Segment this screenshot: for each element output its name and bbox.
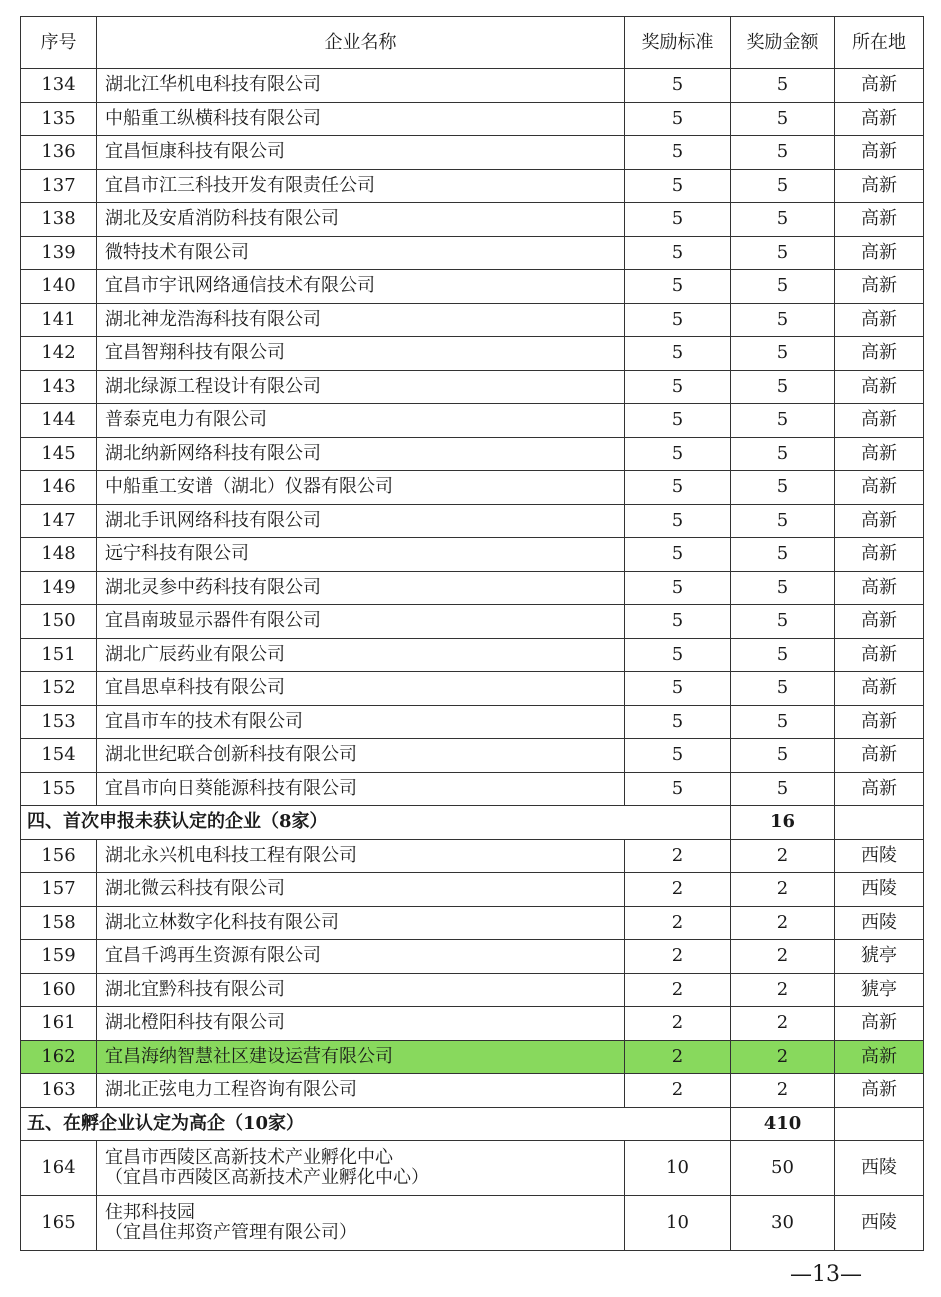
row-location: 高新 [835,1007,924,1041]
row-name-line1: 宜昌市西陵区高新技术产业孵化中心 [105,1147,393,1168]
row-standard: 5 [625,370,731,404]
row-amount: 5 [731,538,835,572]
row-standard: 5 [625,638,731,672]
row-name [97,1196,625,1251]
page-number: —13— [790,1262,862,1287]
row-amount: 5 [731,169,835,203]
row-amount: 2 [731,873,835,907]
row-location: 高新 [835,236,924,270]
table-row [21,973,924,1007]
row-standard: 2 [625,1007,731,1041]
row-no: 145 [21,437,97,471]
row-no: 137 [21,169,97,203]
row-amount: 5 [731,437,835,471]
row-location: 高新 [835,705,924,739]
row-standard: 5 [625,739,731,773]
section-empty [835,1107,924,1141]
row-name: 中船重工纵横科技有限公司 [97,102,625,136]
row-location: 西陵 [835,873,924,907]
row-amount: 2 [731,973,835,1007]
section-title: 四、首次申报未获认定的企业（8家） [21,806,731,840]
row-no: 159 [21,940,97,974]
header-standard: 奖励标准 [625,17,731,69]
row-amount: 5 [731,638,835,672]
row-name: 宜昌市车的技术有限公司 [97,705,625,739]
row-no: 151 [21,638,97,672]
table-row [21,739,924,773]
row-standard: 5 [625,69,731,103]
row-no: 164 [21,1141,97,1196]
row-location: 高新 [835,504,924,538]
row-standard: 2 [625,940,731,974]
row-location: 西陵 [835,1196,924,1251]
row-standard: 10 [625,1196,731,1251]
table-row [21,906,924,940]
row-amount: 30 [731,1196,835,1251]
row-standard: 5 [625,270,731,304]
row-no: 139 [21,236,97,270]
row-location: 高新 [835,471,924,505]
row-name: 湖北永兴机电科技工程有限公司 [97,839,625,873]
row-name: 湖北神龙浩海科技有限公司 [97,303,625,337]
row-standard: 10 [625,1141,731,1196]
table-row [21,772,924,806]
row-amount: 5 [731,772,835,806]
row-standard: 5 [625,203,731,237]
row-no: 149 [21,571,97,605]
row-location: 高新 [835,739,924,773]
row-location: 高新 [835,169,924,203]
row-no: 155 [21,772,97,806]
row-no: 161 [21,1007,97,1041]
row-amount: 5 [731,404,835,438]
row-location: 高新 [835,1040,924,1074]
row-location: 高新 [835,270,924,304]
row-standard: 2 [625,873,731,907]
row-location: 高新 [835,203,924,237]
row-amount: 5 [731,69,835,103]
row-no: 143 [21,370,97,404]
table-header-row [21,17,924,69]
row-no: 136 [21,136,97,170]
row-name: 湖北江华机电科技有限公司 [97,69,625,103]
row-name: 湖北世纪联合创新科技有限公司 [97,739,625,773]
row-standard: 5 [625,504,731,538]
row-standard: 5 [625,705,731,739]
row-amount: 5 [731,504,835,538]
row-name-line1: 住邦科技园 [105,1202,195,1223]
row-location: 猇亭 [835,940,924,974]
row-amount: 5 [731,571,835,605]
row-name: 宜昌南玻显示器件有限公司 [97,605,625,639]
row-location: 高新 [835,1074,924,1108]
row-amount: 5 [731,370,835,404]
row-no: 160 [21,973,97,1007]
row-location: 高新 [835,538,924,572]
table-row [21,370,924,404]
row-amount: 2 [731,839,835,873]
row-name: 宜昌恒康科技有限公司 [97,136,625,170]
table-row [21,1040,924,1074]
row-amount: 2 [731,1074,835,1108]
table-row [21,672,924,706]
row-standard: 2 [625,839,731,873]
section-amount: 410 [731,1107,835,1141]
table-row [21,940,924,974]
row-standard: 5 [625,772,731,806]
row-location: 西陵 [835,906,924,940]
table-row [21,337,924,371]
row-standard: 2 [625,1040,731,1074]
section-empty [835,806,924,840]
row-location: 高新 [835,772,924,806]
table-body [21,69,924,1251]
row-no: 158 [21,906,97,940]
section-row [21,1107,924,1141]
table-row [21,1141,924,1196]
row-name: 湖北灵参中药科技有限公司 [97,571,625,605]
section-row [21,806,924,840]
table-row [21,102,924,136]
row-location: 高新 [835,102,924,136]
row-name-line2: （宜昌市西陵区高新技术产业孵化中心） [105,1167,429,1188]
row-amount: 5 [731,337,835,371]
table-row [21,1007,924,1041]
row-location: 高新 [835,370,924,404]
row-name: 湖北广辰药业有限公司 [97,638,625,672]
row-location: 高新 [835,571,924,605]
award-table [20,16,924,1251]
row-no: 154 [21,739,97,773]
row-amount: 5 [731,739,835,773]
row-no: 144 [21,404,97,438]
table-row [21,270,924,304]
row-standard: 5 [625,672,731,706]
table-row [21,236,924,270]
header-no: 序号 [21,17,97,69]
row-name: 普泰克电力有限公司 [97,404,625,438]
row-location: 高新 [835,638,924,672]
row-standard: 5 [625,538,731,572]
row-standard: 2 [625,973,731,1007]
row-no: 165 [21,1196,97,1251]
row-standard: 5 [625,102,731,136]
row-amount: 50 [731,1141,835,1196]
row-name: 湖北手讯网络科技有限公司 [97,504,625,538]
row-location: 高新 [835,337,924,371]
row-amount: 5 [731,471,835,505]
row-name: 宜昌思卓科技有限公司 [97,672,625,706]
row-no: 146 [21,471,97,505]
table-row [21,404,924,438]
row-amount: 2 [731,1007,835,1041]
row-name: 宜昌市江三科技开发有限责任公司 [97,169,625,203]
row-name: 湖北绿源工程设计有限公司 [97,370,625,404]
row-no: 152 [21,672,97,706]
row-standard: 5 [625,571,731,605]
row-location: 高新 [835,69,924,103]
row-no: 148 [21,538,97,572]
row-no: 138 [21,203,97,237]
header-amount: 奖励金额 [731,17,835,69]
row-location: 高新 [835,437,924,471]
row-standard: 5 [625,404,731,438]
table-row [21,873,924,907]
row-standard: 5 [625,169,731,203]
row-no: 163 [21,1074,97,1108]
row-name [97,1141,625,1196]
row-standard: 5 [625,136,731,170]
row-amount: 5 [731,705,835,739]
row-name: 微特技术有限公司 [97,236,625,270]
row-name: 宜昌市向日葵能源科技有限公司 [97,772,625,806]
row-location: 高新 [835,605,924,639]
row-amount: 5 [731,136,835,170]
row-amount: 5 [731,236,835,270]
row-standard: 5 [625,605,731,639]
row-standard: 5 [625,337,731,371]
row-no: 135 [21,102,97,136]
table-row [21,705,924,739]
table-row [21,638,924,672]
row-name: 宜昌千鸿再生资源有限公司 [97,940,625,974]
table-row [21,839,924,873]
row-amount: 2 [731,940,835,974]
row-standard: 2 [625,906,731,940]
table-row [21,203,924,237]
row-amount: 2 [731,906,835,940]
row-name: 远宁科技有限公司 [97,538,625,572]
table-row [21,1074,924,1108]
row-amount: 5 [731,303,835,337]
row-location: 猇亭 [835,973,924,1007]
row-location: 西陵 [835,839,924,873]
row-standard: 5 [625,303,731,337]
row-no: 150 [21,605,97,639]
row-no: 162 [21,1040,97,1074]
row-amount: 5 [731,203,835,237]
table-row [21,303,924,337]
header-location: 所在地 [835,17,924,69]
row-amount: 5 [731,672,835,706]
row-amount: 2 [731,1040,835,1074]
row-name: 湖北橙阳科技有限公司 [97,1007,625,1041]
row-name: 湖北立林数字化科技有限公司 [97,906,625,940]
row-amount: 5 [731,270,835,304]
row-location: 高新 [835,404,924,438]
row-name: 湖北宜黔科技有限公司 [97,973,625,1007]
row-standard: 5 [625,236,731,270]
row-amount: 5 [731,605,835,639]
table-row [21,605,924,639]
row-name-line2: （宜昌住邦资产管理有限公司） [105,1222,357,1243]
table-row [21,169,924,203]
row-no: 134 [21,69,97,103]
row-name: 湖北及安盾消防科技有限公司 [97,203,625,237]
row-location: 高新 [835,136,924,170]
section-title: 五、在孵企业认定为高企（10家） [21,1107,731,1141]
row-no: 147 [21,504,97,538]
row-name: 宜昌海纳智慧社区建设运营有限公司 [97,1040,625,1074]
table-row [21,437,924,471]
table-row [21,69,924,103]
row-name: 湖北正弦电力工程咨询有限公司 [97,1074,625,1108]
row-amount: 5 [731,102,835,136]
row-name: 宜昌市宇讯网络通信技术有限公司 [97,270,625,304]
row-no: 140 [21,270,97,304]
row-standard: 2 [625,1074,731,1108]
row-no: 142 [21,337,97,371]
row-location: 高新 [835,303,924,337]
row-standard: 5 [625,437,731,471]
row-standard: 5 [625,471,731,505]
header-name: 企业名称 [97,17,625,69]
row-location: 西陵 [835,1141,924,1196]
table-row [21,538,924,572]
row-no: 156 [21,839,97,873]
row-name: 湖北纳新网络科技有限公司 [97,437,625,471]
section-amount: 16 [731,806,835,840]
table-row [21,504,924,538]
row-name: 宜昌智翔科技有限公司 [97,337,625,371]
row-no: 157 [21,873,97,907]
table-row [21,136,924,170]
row-location: 高新 [835,672,924,706]
table-row [21,571,924,605]
row-name: 中船重工安谱（湖北）仪器有限公司 [97,471,625,505]
row-no: 153 [21,705,97,739]
table-row [21,1196,924,1251]
table-row [21,471,924,505]
row-no: 141 [21,303,97,337]
row-name: 湖北微云科技有限公司 [97,873,625,907]
